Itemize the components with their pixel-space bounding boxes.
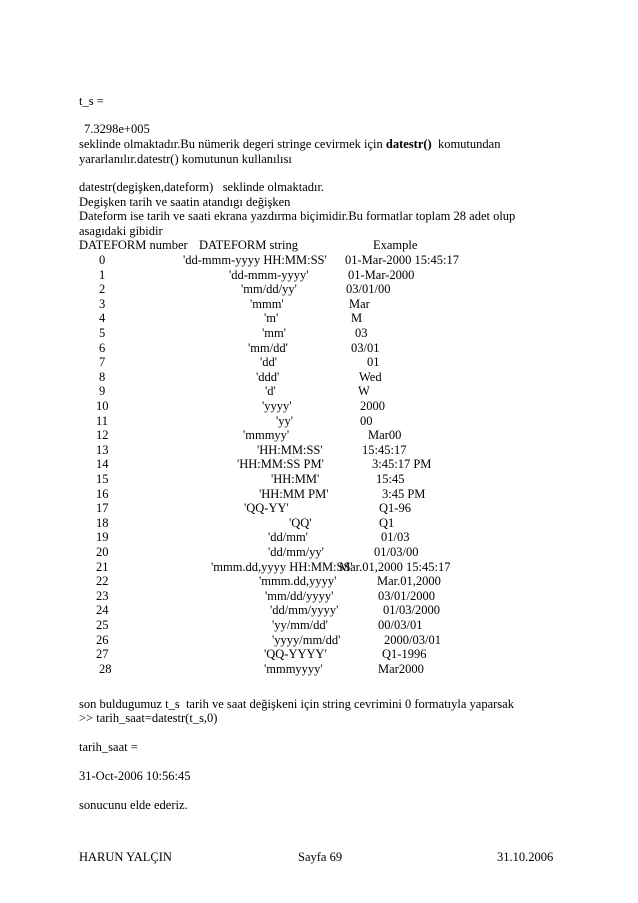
table-cell-example: 03/01 <box>351 341 380 355</box>
table-cell-example: 01-Mar-2000 <box>348 268 415 282</box>
description-line-3: asagıdaki gibidir <box>79 224 163 238</box>
table-cell-example: 03 <box>355 326 368 340</box>
table-cell-number: 2 <box>99 282 106 296</box>
table-cell-format: 'mmm.dd,yyyy HH:MM:SS' <box>211 560 353 574</box>
table-cell-number: 9 <box>99 384 106 398</box>
table-cell-format: 'yy' <box>276 414 294 428</box>
table-cell-format: 'dd/mm/yyyy' <box>270 603 339 617</box>
table-cell-format: 'dd/mm/yy' <box>268 545 324 559</box>
table-cell-example: 01 <box>367 355 380 369</box>
table-cell-example: Q1-96 <box>379 501 411 515</box>
table-cell-example: 2000 <box>360 399 385 413</box>
table-cell-example: 03/01/00 <box>346 282 391 296</box>
table-cell-number: 16 <box>96 487 109 501</box>
table-cell-number: 0 <box>99 253 106 267</box>
table-cell-format: 'm' <box>264 311 279 325</box>
table-cell-format: 'QQ-YYYY' <box>264 647 327 661</box>
table-cell-format: 'mmm.dd,yyyy' <box>259 574 337 588</box>
table-cell-number: 25 <box>96 618 109 632</box>
table-cell-format: 'HH:MM PM' <box>259 487 329 501</box>
table-cell-example: Wed <box>359 370 382 384</box>
table-cell-example: 3:45:17 PM <box>372 457 432 471</box>
table-cell-format: 'mmm' <box>250 297 284 311</box>
table-cell-number: 18 <box>96 516 109 530</box>
footer-page-number: Sayfa 69 <box>298 850 343 864</box>
table-cell-format: 'mm/dd/yy' <box>241 282 297 296</box>
table-cell-example: M <box>351 311 363 325</box>
table-cell-number: 28 <box>99 662 112 676</box>
table-cell-example: Mar.01,2000 15:45:17 <box>339 560 451 574</box>
table-cell-number: 27 <box>96 647 109 661</box>
table-cell-example: 00 <box>360 414 373 428</box>
result-label: tarih_saat = <box>79 740 138 754</box>
table-header-number: DATEFORM number <box>79 238 188 252</box>
table-cell-format: 'mm/dd' <box>248 341 288 355</box>
table-cell-format: 'QQ' <box>289 516 312 530</box>
table-cell-example: Mar.01,2000 <box>377 574 441 588</box>
table-cell-format: 'QQ-YY' <box>244 501 289 515</box>
table-cell-format: 'ddd' <box>256 370 280 384</box>
table-cell-number: 21 <box>96 560 109 574</box>
table-cell-example: 15:45:17 <box>362 443 407 457</box>
result-value: 31-Oct-2006 10:56:45 <box>79 769 191 783</box>
table-cell-number: 13 <box>96 443 109 457</box>
intro-text: seklinde olmaktadır.Bu nümerik degeri stringe cevirmek için <box>79 137 386 151</box>
table-cell-format: 'dd-mmm-yyyy HH:MM:SS' <box>183 253 327 267</box>
table-cell-number: 10 <box>96 399 109 413</box>
table-cell-example: 15:45 <box>376 472 405 486</box>
table-cell-example: Mar00 <box>368 428 402 442</box>
table-cell-format: 'HH:MM:SS PM' <box>237 457 324 471</box>
table-cell-number: 8 <box>99 370 106 384</box>
table-cell-number: 19 <box>96 530 109 544</box>
table-cell-format: 'dd' <box>260 355 278 369</box>
table-cell-number: 26 <box>96 633 109 647</box>
table-cell-number: 20 <box>96 545 109 559</box>
table-cell-number: 4 <box>99 311 106 325</box>
table-cell-number: 3 <box>99 297 106 311</box>
table-cell-example: 01/03/00 <box>374 545 419 559</box>
intro-text-tail: komutundan <box>431 137 501 151</box>
table-cell-example: Q1-1996 <box>382 647 427 661</box>
table-cell-number: 5 <box>99 326 106 340</box>
syntax-line: datestr(degişken,dateform) seklinde olmaktadır. <box>79 180 325 194</box>
paragraph-datestr-intro-line2: yararlanılır.datestr() komutunun kullanılısı <box>79 152 292 166</box>
paragraph-datestr-intro <box>79 137 500 152</box>
table-cell-example: 01/03/2000 <box>383 603 440 617</box>
table-cell-number: 14 <box>96 457 109 471</box>
description-line-2: Dateform ise tarih ve saati ekrana yazdırma biçimidir.Bu formatlar toplam 28 adet olup <box>79 209 516 223</box>
table-cell-number: 1 <box>99 268 106 282</box>
table-cell-example: W <box>358 384 370 398</box>
table-cell-example: 00/03/01 <box>378 618 423 632</box>
table-cell-example: Mar2000 <box>378 662 424 676</box>
table-cell-example: 03/01/2000 <box>378 589 435 603</box>
ts-label: t_s = <box>79 94 104 108</box>
table-cell-format: 'HH:MM:SS' <box>257 443 323 457</box>
table-cell-number: 12 <box>96 428 109 442</box>
table-cell-format: 'mm/dd/yyyy' <box>265 589 334 603</box>
footer-date: 31.10.2006 <box>497 850 554 864</box>
ts-value: 7.3298e+005 <box>84 122 150 136</box>
table-cell-example: 01-Mar-2000 15:45:17 <box>345 253 459 267</box>
table-cell-format: 'yy/mm/dd' <box>272 618 328 632</box>
table-cell-format: 'mm' <box>262 326 286 340</box>
datestr-keyword: datestr() <box>385 137 432 151</box>
table-cell-format: 'd' <box>265 384 276 398</box>
table-cell-number: 23 <box>96 589 109 603</box>
table-cell-example: 01/03 <box>381 530 410 544</box>
table-cell-format: 'mmmyy' <box>243 428 290 442</box>
command-line: >> tarih_saat=datestr(t_s,0) <box>79 711 218 725</box>
table-cell-format: 'yyyy/mm/dd' <box>272 633 341 647</box>
table-header-example: Example <box>373 238 418 252</box>
table-cell-format: 'HH:MM' <box>271 472 320 486</box>
table-cell-format: 'mmmyyyy' <box>264 662 323 676</box>
description-line-1: Degişken tarih ve saatin atandıgı değişken <box>79 195 291 209</box>
table-cell-number: 11 <box>96 414 109 428</box>
table-cell-example: Q1 <box>379 516 395 530</box>
table-cell-format: 'dd-mmm-yyyy' <box>229 268 309 282</box>
table-cell-example: 2000/03/01 <box>384 633 441 647</box>
table-cell-number: 6 <box>99 341 106 355</box>
table-cell-example: Mar <box>349 297 370 311</box>
table-cell-example: 3:45 PM <box>382 487 426 501</box>
table-cell-number: 22 <box>96 574 109 588</box>
footer-author: HARUN YALÇIN <box>79 850 172 864</box>
table-cell-number: 15 <box>96 472 109 486</box>
after-line-1: son buldugumuz t_s tarih ve saat değişkeni için string cevrimini 0 formatıyla yaparsak <box>79 697 514 711</box>
table-cell-number: 7 <box>99 355 106 369</box>
table-cell-number: 17 <box>96 501 109 515</box>
table-cell-format: 'yyyy' <box>262 399 292 413</box>
conclusion-line: sonucunu elde ederiz. <box>79 798 188 812</box>
table-cell-number: 24 <box>96 603 109 617</box>
table-cell-format: 'dd/mm' <box>268 530 308 544</box>
table-header-string: DATEFORM string <box>199 238 298 252</box>
